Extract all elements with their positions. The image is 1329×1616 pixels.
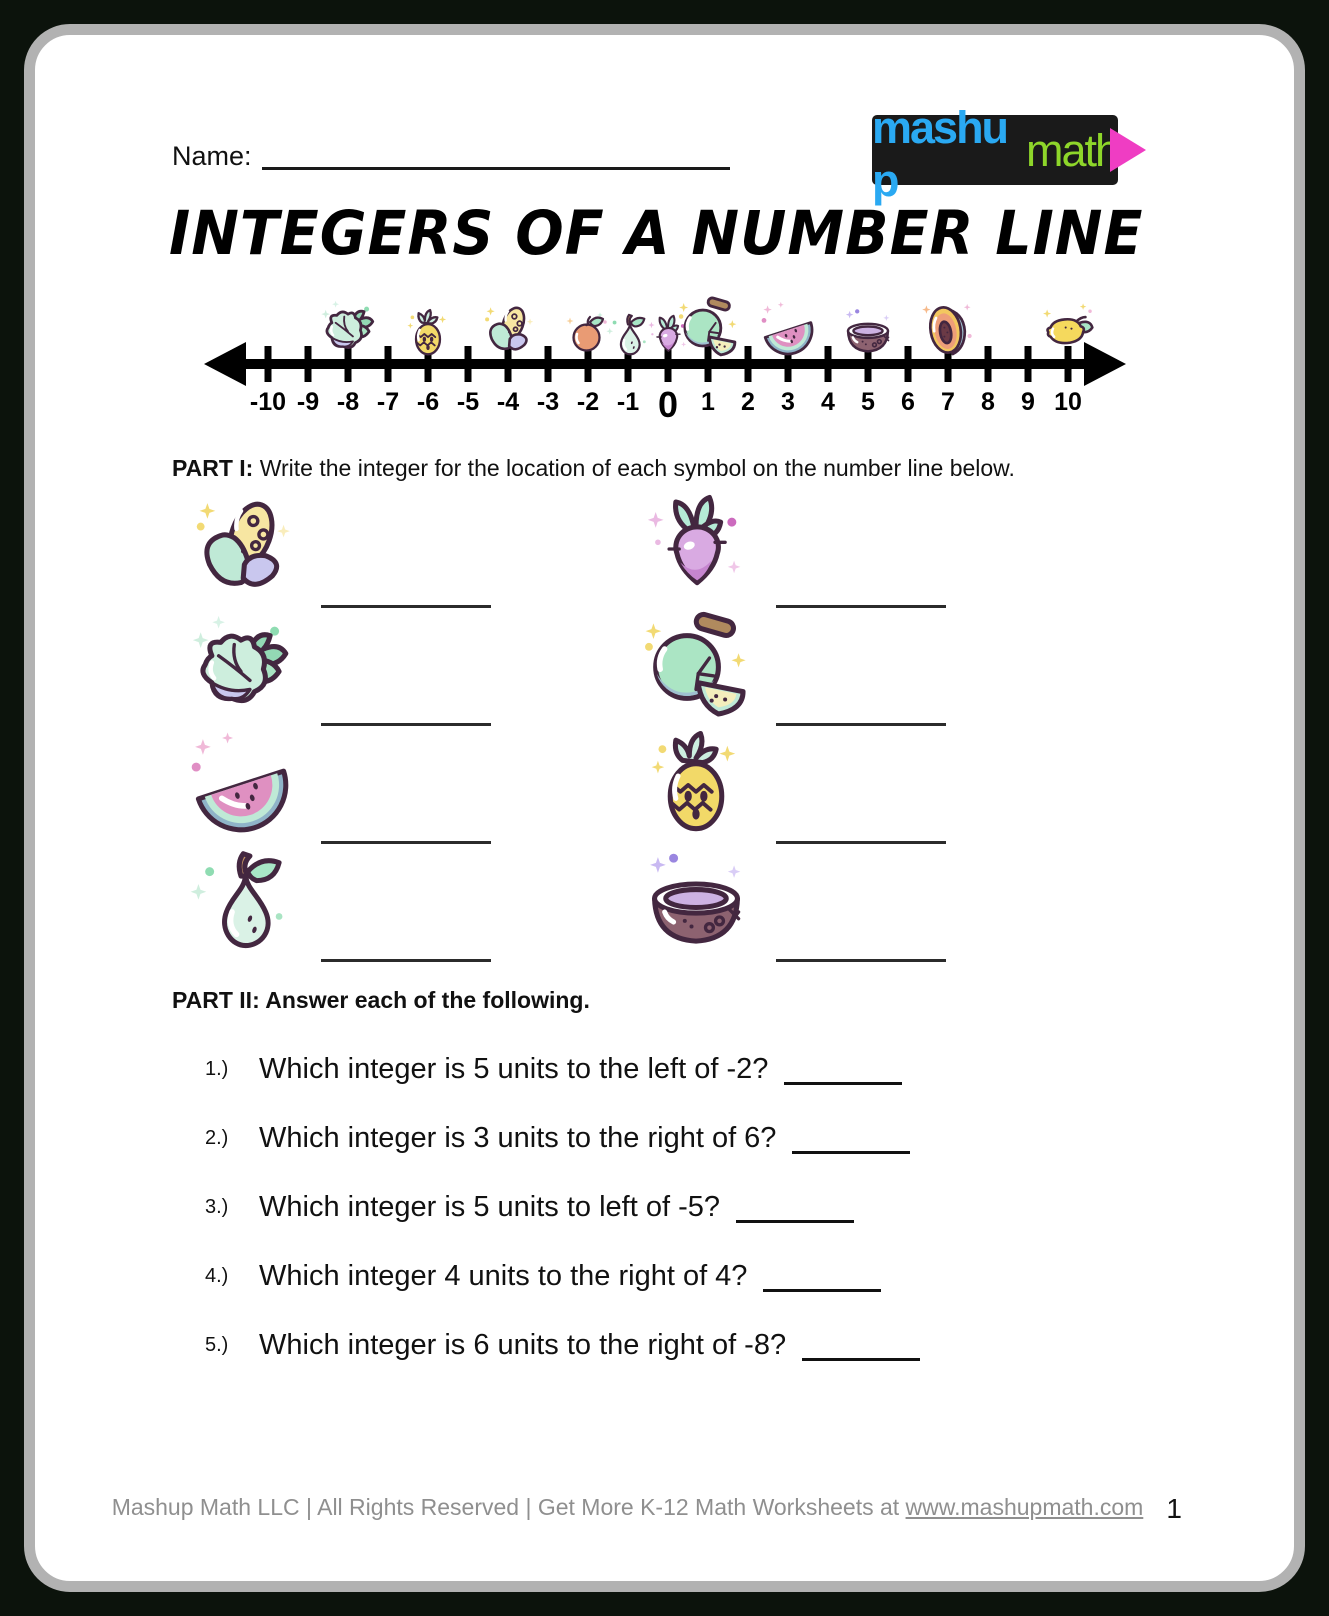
- tick-label--7: -7: [376, 388, 400, 416]
- radish-icon: [648, 316, 686, 351]
- part1-item-watermelon: [185, 729, 491, 847]
- question-5-text: Which integer is 6 units to the right of -8?: [259, 1329, 787, 1361]
- part1-right-column: [640, 493, 946, 965]
- cabbage-icon: [185, 611, 297, 723]
- question-4-answer-blank[interactable]: [763, 1289, 881, 1292]
- footer-text: Mashup Math LLC | All Rights Reserved | Get More K-12 Math Worksheets at: [111, 1494, 906, 1520]
- part1-item-melon: [640, 611, 946, 729]
- question-4-number: 4.): [205, 1265, 229, 1287]
- papaya-icon: [922, 304, 972, 355]
- mashupmath-logo: [872, 102, 1118, 206]
- answer-blank-watermelon[interactable]: [321, 841, 491, 844]
- part1-item-pineapple: [640, 729, 946, 847]
- tick-label-4: 4: [821, 388, 835, 416]
- tick-label-7: 7: [941, 388, 955, 416]
- melon-icon: [679, 297, 736, 355]
- tick-label-5: 5: [861, 388, 875, 416]
- answer-blank-melon[interactable]: [776, 723, 946, 726]
- tick-label-10: 10: [1054, 388, 1082, 416]
- tick-label-6: 6: [901, 388, 915, 416]
- page-title: INTEGERS OF A NUMBER LINE: [169, 199, 1144, 269]
- question-1-answer-blank[interactable]: [784, 1082, 902, 1085]
- left-arrow-icon: [204, 342, 246, 386]
- question-3-number: 3.): [205, 1196, 229, 1218]
- question-2-number: 2.): [205, 1127, 229, 1149]
- questions: [205, 1035, 920, 1380]
- orange-icon: [567, 312, 607, 350]
- part1-item-coconut: [640, 847, 946, 965]
- tick-label-8: 8: [981, 388, 995, 416]
- part1-item-radish: [640, 493, 946, 611]
- part1-left-column: [185, 493, 491, 965]
- footer-link[interactable]: www.mashupmath.com: [905, 1494, 1144, 1520]
- question-2-answer-blank[interactable]: [792, 1151, 910, 1154]
- lemon-icon: [1043, 303, 1092, 343]
- pear-icon: [185, 847, 297, 959]
- logo-word-math: math: [1025, 124, 1118, 176]
- question-1: [205, 1035, 920, 1104]
- tick-label--6: -6: [416, 388, 440, 416]
- question-3-text: Which integer is 5 units to left of -5?: [259, 1191, 720, 1223]
- tick-label--3: -3: [536, 388, 560, 416]
- name-label: Name:: [172, 141, 252, 171]
- answer-blank-corn[interactable]: [321, 605, 491, 608]
- number-line: [200, 290, 1130, 448]
- tick-label--8: -8: [336, 388, 360, 416]
- part1-heading-bold: PART I:: [172, 455, 254, 481]
- corn-icon: [185, 493, 297, 605]
- footer: [35, 1494, 1294, 1521]
- pear-icon: [606, 315, 645, 354]
- coconut-icon: [640, 847, 752, 959]
- play-arrow-icon: [1110, 128, 1146, 172]
- question-3-answer-blank[interactable]: [736, 1220, 854, 1223]
- corn-icon: [485, 305, 533, 349]
- worksheet-frame: [24, 24, 1305, 1592]
- question-3: [205, 1173, 920, 1242]
- tick-label-2: 2: [741, 388, 755, 416]
- part1-item-pear: [185, 847, 491, 965]
- tick-label--2: -2: [576, 388, 600, 416]
- radish-icon: [640, 493, 752, 605]
- tick-label-9: 9: [1021, 388, 1035, 416]
- part1-heading: [172, 455, 1015, 482]
- cabbage-icon: [321, 301, 372, 348]
- name-row: [172, 141, 730, 172]
- question-2-text: Which integer is 3 units to the right of 6?: [259, 1122, 777, 1154]
- answer-blank-radish[interactable]: [776, 605, 946, 608]
- right-arrow-icon: [1084, 342, 1126, 386]
- answer-blank-cabbage[interactable]: [321, 723, 491, 726]
- tick-label--5: -5: [456, 388, 480, 416]
- question-5: [205, 1311, 920, 1380]
- question-5-answer-blank[interactable]: [802, 1358, 920, 1361]
- coconut-icon: [846, 309, 890, 351]
- melon-icon: [640, 611, 752, 723]
- logo-dropped-letter: p: [872, 155, 898, 206]
- pineapple-icon: [407, 310, 446, 354]
- tick-label-3: 3: [781, 388, 795, 416]
- page-number: 1: [1166, 1493, 1182, 1524]
- name-input-line[interactable]: [262, 167, 730, 170]
- question-4-text: Which integer 4 units to the right of 4?: [259, 1260, 748, 1292]
- tick-label--10: -10: [249, 388, 287, 416]
- answer-blank-pineapple[interactable]: [776, 841, 946, 844]
- tick-label--4: -4: [496, 388, 520, 416]
- question-1-text: Which integer is 5 units to the left of -2?: [259, 1053, 769, 1085]
- question-5-number: 5.): [205, 1334, 229, 1356]
- tick-label--1: -1: [616, 388, 640, 416]
- pineapple-icon: [640, 729, 752, 841]
- answer-blank-coconut[interactable]: [776, 959, 946, 962]
- question-2: [205, 1104, 920, 1173]
- part1-item-corn: [185, 493, 491, 611]
- watermelon-icon: [762, 302, 819, 360]
- answer-blank-pear[interactable]: [321, 959, 491, 962]
- tick-label-0: 0: [657, 384, 679, 425]
- number-line-svg: [200, 290, 1130, 448]
- tick-label--9: -9: [296, 388, 320, 416]
- tick-label-1: 1: [701, 388, 715, 416]
- part1-item-cabbage: [185, 611, 491, 729]
- logo-word-mashup: mashup: [872, 102, 1008, 206]
- part1-heading-rest: Write the integer for the location of each symbol on the number line below.: [253, 455, 1015, 481]
- part2-heading: PART II: Answer each of the following.: [172, 987, 590, 1013]
- question-1-number: 1.): [205, 1058, 229, 1080]
- question-4: [205, 1242, 920, 1311]
- watermelon-icon: [185, 729, 297, 841]
